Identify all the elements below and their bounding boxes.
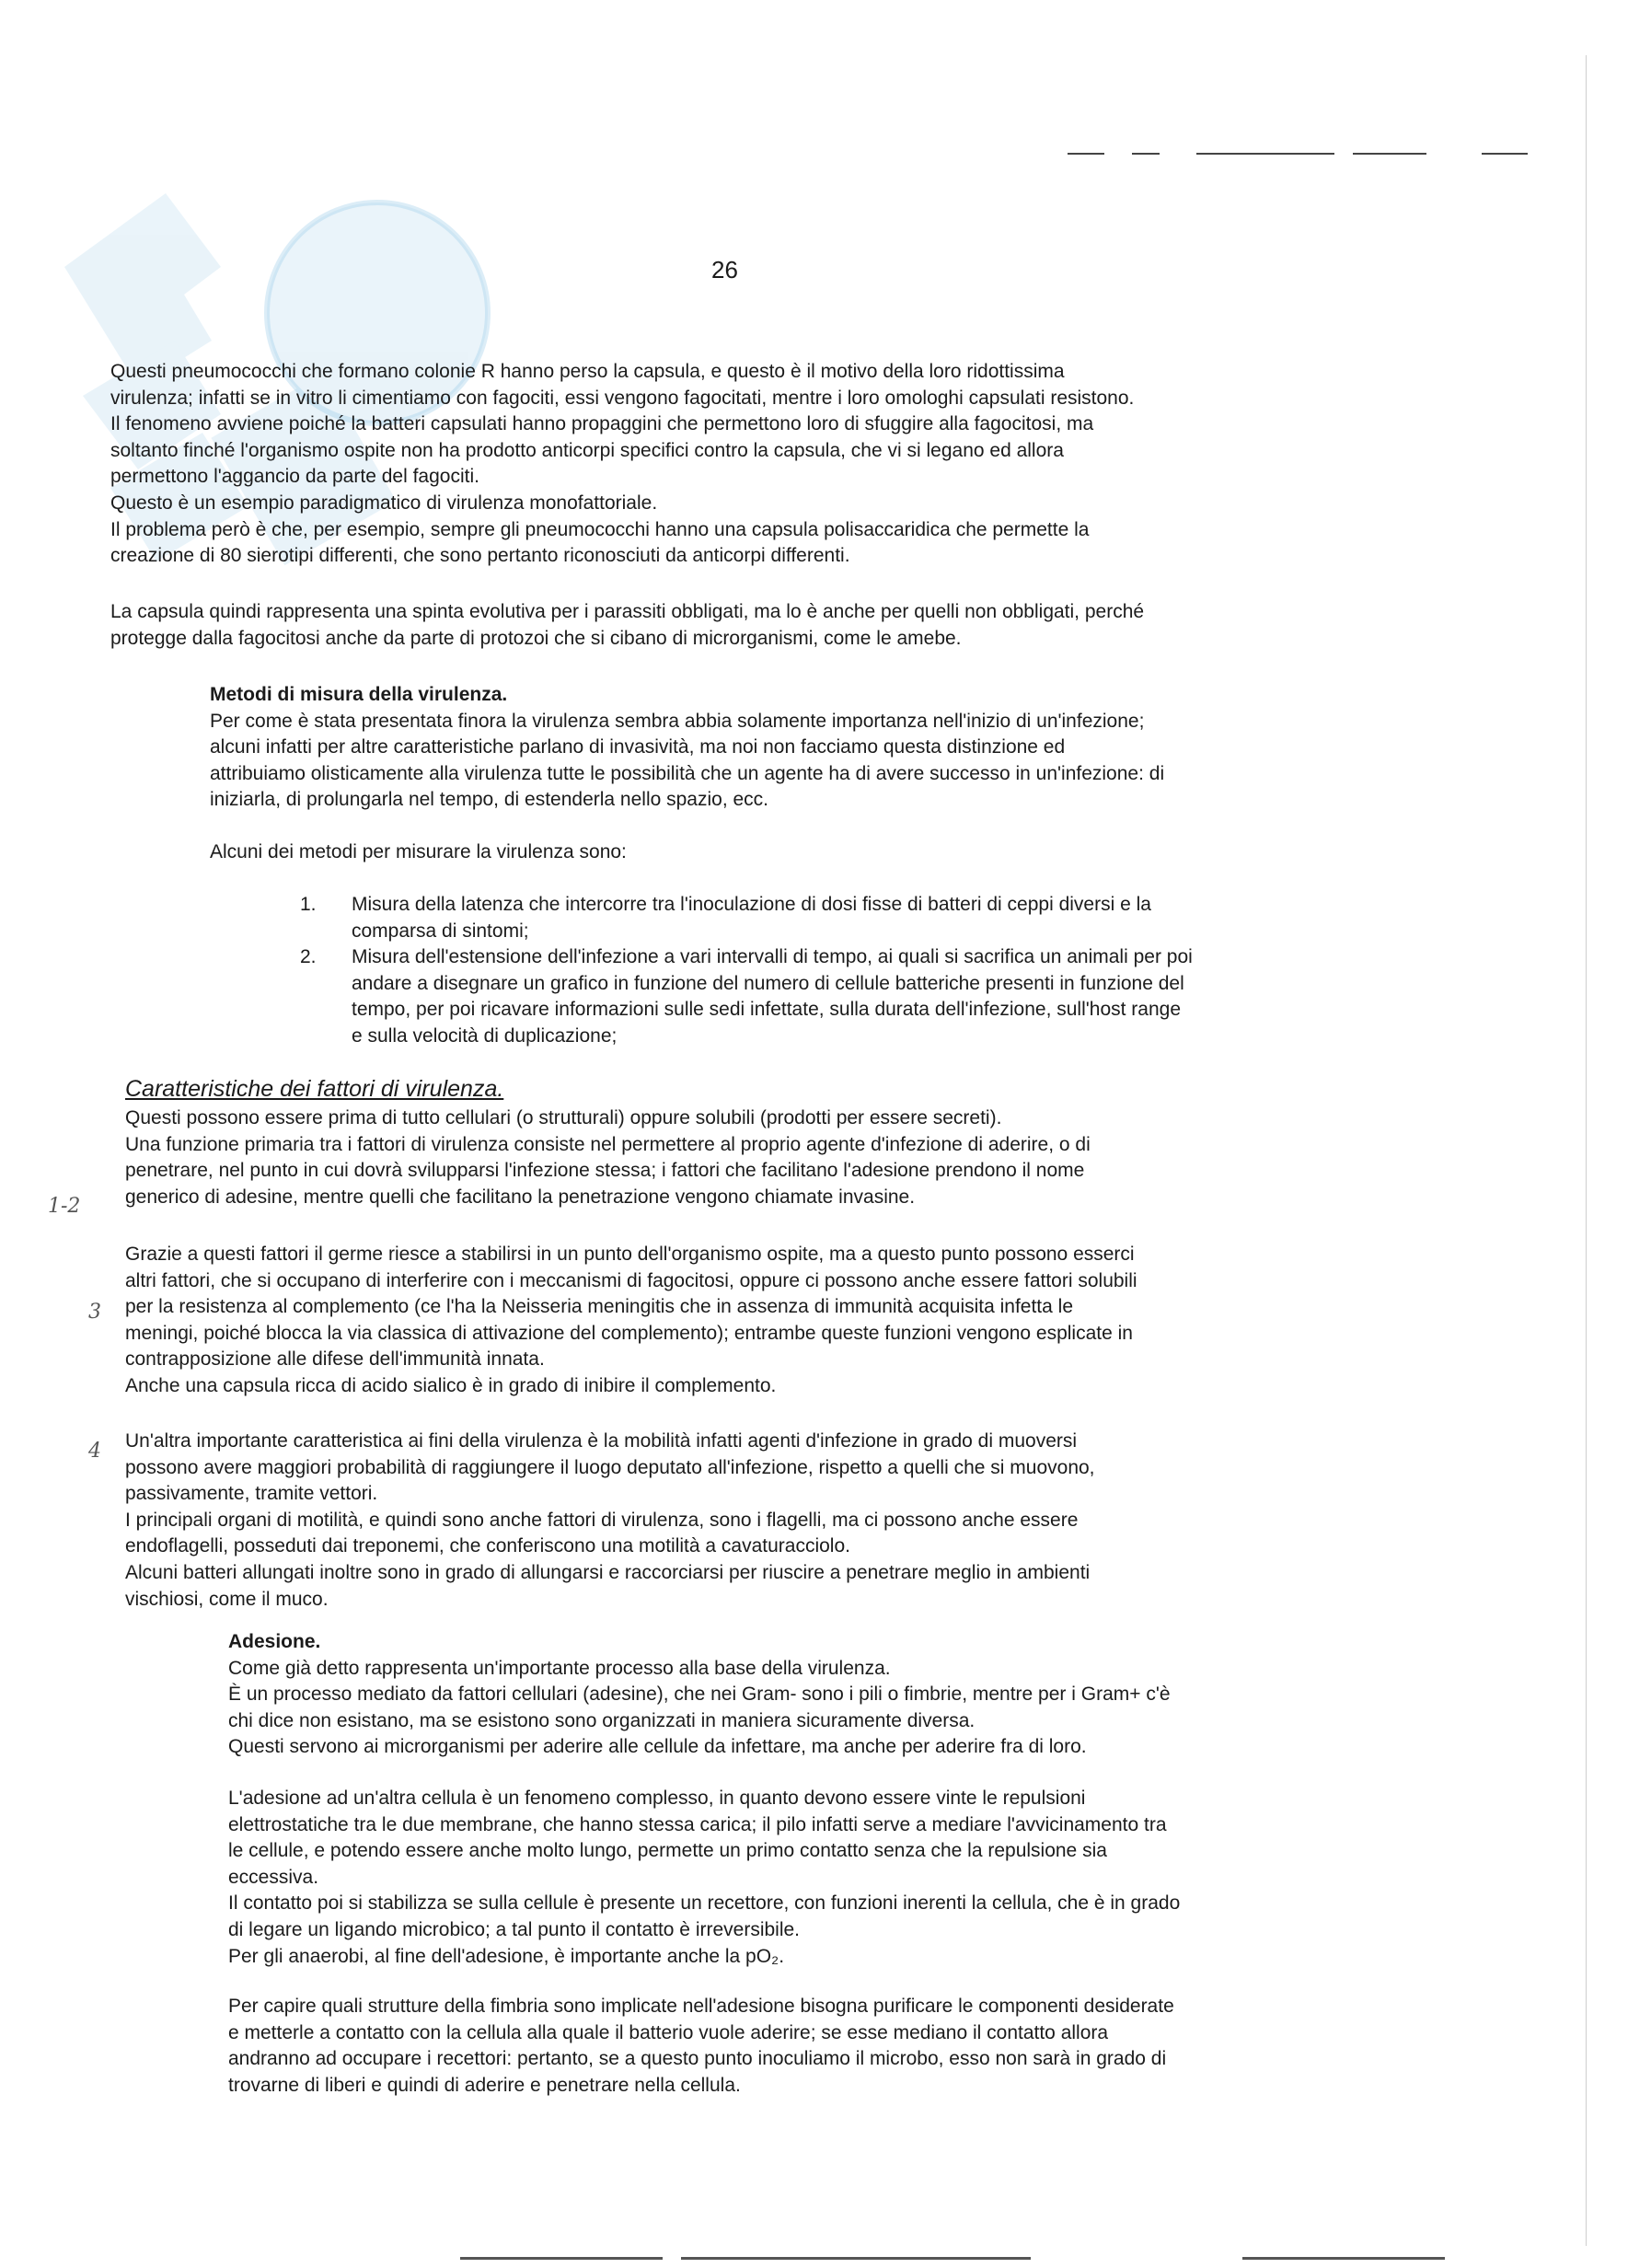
text-line: I principali organi di motilità, e quindi sono anche fattori di virulenza, sono i flagelli, ma ci possono anche essere [125, 1509, 1079, 1531]
methods-list-intro: Alcuni dei metodi per misurare la virulenza sono: [210, 841, 627, 862]
factors-paragraph-1 [125, 1105, 1091, 1210]
text-line: Anche una capsula ricca di acido sialico è in grado di inibire il complemento. [125, 1374, 777, 1396]
text-line: comparsa di sintomi; [352, 920, 529, 942]
text-line: Grazie a questi fattori il germe riesce a stabilirsi in un punto dell'organismo ospite, ma a questo punto possono esserci [125, 1244, 1135, 1265]
text-line: Il problema però è che, per esempio, sempre gli pneumococchi hanno una capsula polisaccaridica che permette la [110, 518, 1090, 540]
margin-note: 3 [88, 1301, 101, 1324]
section-heading: Adesione. [228, 1631, 321, 1652]
text-line: generico di adesine, mentre quelli che facilitano la penetrazione vengono chiamate invasine. [125, 1186, 916, 1208]
methods-list [291, 892, 1193, 1050]
text-line: Questo è un esempio paradigmatico di virulenza monofattoriale. [110, 492, 658, 514]
text-line: virulenza; infatti se in vitro li cimentiamo con fagociti, essi vengono fagocitati, mentre i loro omologhi capsulati resistono. [110, 387, 1135, 409]
text-line: È un processo mediato da fattori cellulari (adesine), che nei Gram- sono i pili o fimbrie, mentre per i Gram+ c'è [228, 1684, 1171, 1706]
text-line: attribuiamo olisticamente alla virulenza tutte le possibilità che un agente ha di avere successo in un'infezione: di [210, 762, 1165, 784]
text-line: Una funzione primaria tra i fattori di virulenza consiste nel permettere al proprio agente d'infezione di aderire, o di [125, 1133, 1091, 1155]
list-number: 1. [300, 894, 317, 915]
text-line: chi dice non esistano, ma se esistono sono organizzati in maniera sicuramente diversa. [228, 1709, 976, 1731]
text-line: di legare un ligando microbico; a tal punto il contatto è irreversibile. [228, 1918, 801, 1940]
margin-note: 4 [88, 1440, 101, 1463]
text-line: Questi servono ai microrganismi per aderire alle cellule da infettare, ma anche per aderire fra di loro. [228, 1736, 1087, 1758]
scan-edge-line [1586, 55, 1587, 2246]
text-line: L'adesione ad un'altra cellula è un fenomeno complesso, in quanto devono essere vinte le repulsioni [228, 1788, 1086, 1809]
text-line: Un'altra importante caratteristica ai fini della virulenza è la mobilità infatti agenti d'infezione in grado di muoversi [125, 1430, 1078, 1452]
text-line: endoflagelli, posseduti dai treponemi, che conferiscono una motilità a cavaturacciolo. [125, 1535, 850, 1557]
list-item [291, 944, 1193, 1049]
factors-paragraph-2 [125, 1242, 1137, 1400]
text-line: per la resistenza al complemento (ce l'ha la Neisseria meningitis che in assenza di immunità acquisita infetta le [125, 1296, 1074, 1318]
text-line: possono avere maggiori probabilità di raggiungere il luogo deputato all'infezione, rispetto a quelli che si muovono, [125, 1456, 1095, 1478]
text-line: protegge dalla fagocitosi anche da parte di protozoi che si cibano di microrganismi, come le amebe. [110, 627, 962, 649]
scan-mark [1132, 153, 1160, 155]
text-line: e sulla velocità di duplicazione; [352, 1024, 618, 1047]
adhesion-paragraph-2 [228, 1786, 1180, 1970]
text-line: penetrare, nel punto in cui dovrà svilupparsi l'infezione stessa; i fattori che facilitano l'adesione prendono il nome [125, 1160, 1085, 1182]
text-line: eccessiva. [228, 1866, 319, 1888]
scan-mark [1196, 153, 1334, 155]
text-line: Come già detto rappresenta un'importante processo alla base della virulenza. [228, 1657, 891, 1679]
text-line: contrapposizione alle difese dell'immunità innata. [125, 1348, 545, 1371]
scan-mark [1242, 2257, 1445, 2260]
text-line: Il fenomeno avviene poiché la batteri capsulati hanno propaggini che permettono loro di sfuggire alla fagocitosi, ma [110, 413, 1094, 435]
factors-paragraph-3 [125, 1429, 1095, 1613]
text-line: Per gli anaerobi, al fine dell'adesione, è importante anche la pO₂. [228, 1945, 785, 1967]
text-line: alcuni infatti per altre caratteristiche parlano di invasività, ma noi non facciamo questa distinzione ed [210, 736, 1066, 758]
text-line: passivamente, tramite vettori. [125, 1483, 378, 1505]
text-line: elettrostatiche tra le due membrane, che hanno stessa carica; il pilo infatti serve a mediare l'avvicinamento tra [228, 1813, 1167, 1835]
text-line: andare a disegnare un grafico in funzione del numero di cellule batteriche presenti in funzione del [352, 972, 1184, 994]
adhesion-paragraph-3 [228, 1994, 1174, 2099]
section-heading: Metodi di misura della virulenza. [210, 684, 508, 705]
text-line: tempo, per poi ricavare informazioni sulle sedi infettate, sulla durata dell'infezione, sull'host range [352, 999, 1182, 1021]
methods-section [210, 682, 1164, 814]
text-line: Alcuni batteri allungati inoltre sono in grado di allungarsi e raccorciarsi per riuscire a penetrare meglio in ambienti [125, 1561, 1091, 1583]
scan-mark [1482, 153, 1528, 155]
intro-paragraph [110, 359, 1134, 570]
scan-mark [1068, 153, 1104, 155]
text-line: soltanto finché l'organismo ospite non ha prodotto anticorpi specifici contro la capsula, che vi si legano ed allora [110, 439, 1064, 461]
text-line: altri fattori, che si occupano di interferire con i meccanismi di fagocitosi, oppure ci possono anche essere fattori solubili [125, 1269, 1137, 1291]
list-number: 2. [300, 946, 317, 968]
text-line: Questi possono essere prima di tutto cellulari (o strutturali) oppure solubili (prodotti per essere secreti). [125, 1107, 1002, 1128]
adhesion-section [228, 1629, 1171, 1761]
section-heading: Caratteristiche dei fattori di virulenza. [125, 1076, 504, 1102]
text-line: Il contatto poi si stabilizza se sulla cellule è presente un recettore, con funzioni inerenti la cellula, che è in grado [228, 1892, 1181, 1915]
capsule-paragraph [110, 599, 1144, 652]
text-line: e metterle a contatto con la cellula alla quale il batterio vuole aderire; se esse mediano il contatto allora [228, 2021, 1109, 2043]
list-item [291, 892, 1193, 944]
margin-note: 1-2 [48, 1195, 81, 1218]
text-line: La capsula quindi rappresenta una spinta evolutiva per i parassiti obbligati, ma lo è anche per quelli non obbligati, perché [110, 601, 1145, 622]
scan-mark [681, 2257, 1031, 2260]
text-line: Per capire quali strutture della fimbria sono implicate nell'adesione bisogna purificare le componenti desiderate [228, 1996, 1174, 2017]
text-line: le cellule, e potendo essere anche molto lungo, permette un primo contatto senza che la repulsione sia [228, 1840, 1107, 1862]
text-line: Misura della latenza che intercorre tra l'inoculazione di dosi fisse di batteri di ceppi diversi e la [352, 894, 1151, 915]
text-line: Misura dell'estensione dell'infezione a vari intervalli di tempo, ai quali si sacrifica un animali per poi [352, 946, 1193, 968]
text-line: vischiosi, come il muco. [125, 1588, 329, 1610]
text-line: meningi, poiché blocca la via classica di attivazione del complemento); entrambe queste funzioni vengono esplicate in [125, 1322, 1133, 1344]
scan-mark [1353, 153, 1426, 155]
text-line: andranno ad occupare i recettori: pertanto, se a questo punto inoculiamo il microbo, esso non sarà in grado di [228, 2048, 1167, 2070]
factors-section [125, 1075, 503, 1103]
text-line: iniziarla, di prolungarla nel tempo, di estenderla nello spazio, ecc. [210, 789, 769, 811]
page-number: 26 [711, 256, 738, 284]
scan-mark [460, 2257, 663, 2260]
text-line: Per come è stata presentata finora la virulenza sembra abbia solamente importanza nell'inizio di un'infezione; [210, 710, 1145, 732]
text-line: trovarne di liberi e quindi di aderire e penetrare nella cellula. [228, 2074, 741, 2096]
text-line: Questi pneumococchi che formano colonie R hanno perso la capsula, e questo è il motivo della loro ridottissima [110, 361, 1065, 382]
text-line: permettono l'aggancio da parte del fagociti. [110, 466, 479, 488]
text-line: creazione di 80 sierotipi differenti, che sono pertanto riconosciuti da anticorpi differenti. [110, 545, 850, 567]
